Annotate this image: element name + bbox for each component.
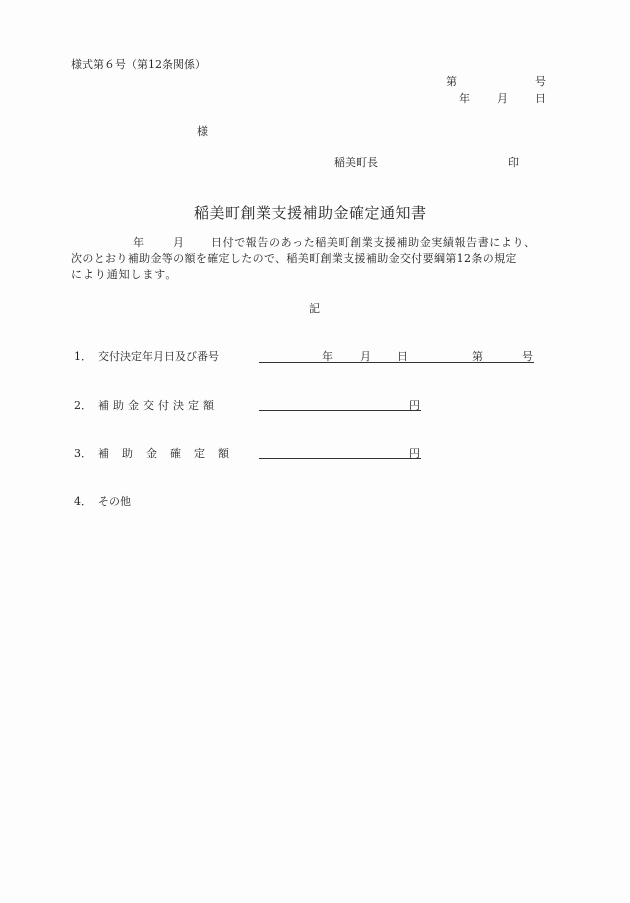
item-3-label: 補助金確定額 <box>98 447 242 460</box>
date-day: 日 <box>535 92 546 105</box>
item-4-label: その他 <box>98 495 131 508</box>
seal-mark: 印 <box>508 156 519 169</box>
item-1-no-prefix: 第 <box>472 350 483 363</box>
document-title: 稲美町創業支援補助金確定通知書 <box>194 204 427 222</box>
doc-number-suffix: 号 <box>535 75 546 88</box>
date-year: 年 <box>459 92 470 105</box>
body-month: 月 <box>173 236 185 249</box>
item-1-day: 日 <box>397 350 408 363</box>
item-2-underline <box>259 410 421 411</box>
item-2-unit: 円 <box>409 399 420 412</box>
item-3-unit: 円 <box>409 447 420 460</box>
item-3-number: 3． <box>74 447 92 460</box>
body-line-3: により通知します。 <box>71 268 178 281</box>
ki-heading: 記 <box>309 302 320 315</box>
item-1-month: 月 <box>360 350 371 363</box>
item-4-number: 4． <box>74 495 92 508</box>
item-2-label: 補助金交付決定額 <box>98 399 218 412</box>
item-1-number: 1． <box>74 350 92 363</box>
body-year: 年 <box>133 236 145 249</box>
item-3-underline <box>259 458 421 459</box>
item-1-label: 交付決定年月日及び番号 <box>98 350 219 363</box>
date-month: 月 <box>497 92 508 105</box>
issuer-name: 稲美町長 <box>334 156 378 169</box>
item-1-no-suffix: 号 <box>522 350 533 363</box>
addressee-honorific: 様 <box>197 125 208 138</box>
form-number: 様式第６号（第12条関係） <box>71 58 206 71</box>
doc-number-prefix: 第 <box>446 75 457 88</box>
body-line-1: 日付で報告のあった稲美町創業支援補助金実績報告書により、 <box>211 236 536 249</box>
item-2-number: 2． <box>74 399 92 412</box>
item-1-year: 年 <box>322 350 333 363</box>
body-line-2: 次のとおり補助金等の額を確定したので、稲美町創業支援補助金交付要綱第12条の規定 <box>71 252 517 265</box>
